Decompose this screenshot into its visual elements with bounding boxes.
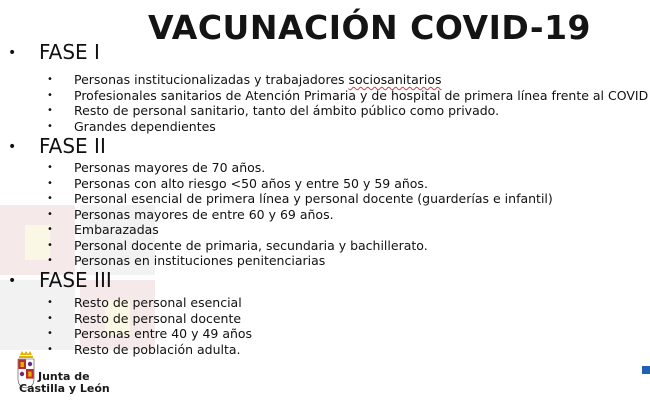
list-item-text-start: Personas institucionalizadas y trabajadores	[74, 72, 349, 87]
list-item	[0, 160, 650, 176]
list-item-text: Personas con alto riesgo <50 años y entre 50 y 59 años.	[74, 175, 428, 191]
phase-3-list	[0, 295, 650, 357]
list-item-text: Resto de población adulta.	[74, 341, 241, 357]
list-item	[0, 222, 650, 238]
list-item	[0, 326, 650, 342]
corner-accent-mark	[642, 366, 650, 374]
bullet-icon: •	[47, 89, 53, 101]
bullet-icon: •	[47, 162, 53, 173]
list-item	[0, 311, 650, 327]
slide-title: VACUNACIÓN COVID-19	[148, 8, 591, 47]
list-item-text: Grandes dependientes	[74, 118, 216, 134]
phase-1-title: FASE I	[39, 40, 100, 64]
bullet-icon: •	[47, 328, 53, 339]
phase-3-header	[0, 268, 650, 294]
bullet-icon: •	[47, 224, 53, 235]
list-item	[0, 191, 650, 207]
bullet-icon: •	[47, 297, 53, 308]
list-item-text: Personas mayores de 70 años.	[74, 160, 266, 175]
logo-text-line1: Junta de	[38, 370, 90, 383]
list-item	[0, 176, 650, 192]
phase-2-section	[0, 134, 650, 269]
list-item-text: Resto de personal esencial	[74, 295, 242, 310]
list-item	[0, 253, 650, 269]
list-item-text: Personal esencial de primera línea y personal docente (guarderías e infantil)	[74, 191, 553, 206]
bullet-icon: •	[47, 312, 53, 324]
list-item-text	[74, 72, 442, 88]
list-item	[0, 103, 650, 119]
list-item-text: Profesionales sanitarios de Atención Primaria y de hospital de primera línea frente al COVID	[74, 87, 649, 103]
bullet-icon: •	[47, 343, 53, 355]
bullet-icon: •	[8, 273, 17, 289]
list-item-text: Resto de personal docente	[74, 310, 242, 326]
list-item-text: Resto de personal sanitario, tanto del ámbito público como privado.	[74, 103, 500, 118]
phase-1-section	[0, 40, 650, 134]
list-item-text: Personas mayores de entre 60 y 69 años.	[74, 206, 334, 222]
list-item	[0, 119, 650, 135]
phase-2-title: FASE II	[39, 134, 106, 158]
bullet-icon: •	[47, 105, 53, 116]
phase-3-section	[0, 268, 650, 357]
phase-1-header	[0, 40, 650, 66]
logo-text-line2: Castilla y León	[19, 382, 110, 395]
phase-2-header	[0, 134, 650, 160]
bullet-icon: •	[47, 177, 53, 189]
spellcheck-flagged-word: sociosanitarios	[348, 72, 442, 87]
phase-1-list	[0, 72, 650, 134]
bullet-icon: •	[47, 120, 53, 132]
list-item	[0, 207, 650, 223]
list-item-text: Personas entre 40 y 49 años	[74, 326, 253, 341]
bullet-icon: •	[47, 208, 53, 220]
bullet-icon: •	[47, 255, 53, 266]
list-item	[0, 72, 650, 88]
list-item	[0, 88, 650, 104]
bullet-icon: •	[47, 74, 53, 85]
list-item-text: Personas en instituciones penitenciarias	[74, 253, 326, 268]
phase-2-list	[0, 160, 650, 269]
list-item	[0, 238, 650, 254]
bullet-icon: •	[47, 239, 53, 251]
bullet-icon: •	[47, 193, 53, 204]
junta-castilla-leon-logo	[14, 351, 124, 395]
list-item-text: Embarazadas	[74, 222, 159, 237]
list-item	[0, 295, 650, 311]
bullet-icon: •	[8, 45, 17, 61]
list-item-text: Personal docente de primaria, secundaria y bachillerato.	[74, 237, 428, 253]
bullet-icon: •	[8, 139, 17, 155]
phase-3-title: FASE III	[39, 268, 112, 292]
